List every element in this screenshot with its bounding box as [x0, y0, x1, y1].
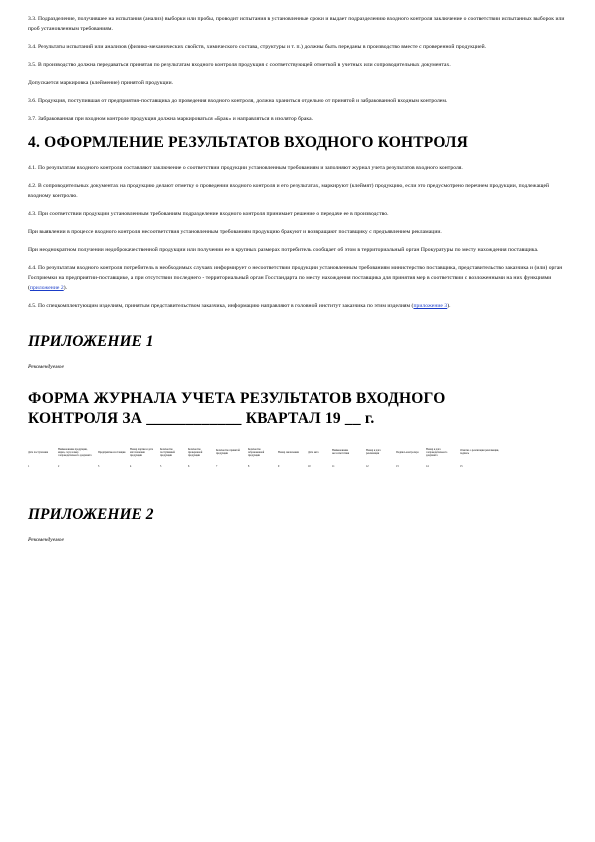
- journal-form-title-line2: КОНТРОЛЯ ЗА ____________ КВАРТАЛ 19 __ г.: [28, 410, 375, 427]
- journal-column-number: 2: [58, 465, 60, 468]
- journal-column-number: 1: [28, 465, 30, 468]
- journal-column-number: 3: [98, 465, 100, 468]
- journal-column-number: 5: [160, 465, 162, 468]
- journal-column-number: 6: [188, 465, 190, 468]
- paragraph-4-2: 4.2. В сопроводительных документах на продукцию делают отметку о проведении входного контроля и его результатах, маркируют (клеймят) продукцию, если это предусмотрено перечнем продукции, подлежащей входному контролю.: [28, 183, 550, 199]
- appendix-2-link[interactable]: приложение 2: [29, 285, 64, 291]
- journal-column-number: 10: [308, 465, 311, 468]
- appendix-3-link[interactable]: приложение 3: [413, 303, 448, 309]
- section-4-heading: 4. ОФОРМЛЕНИЕ РЕЗУЛЬТАТОВ ВХОДНОГО КОНТРОЛЯ: [28, 134, 469, 151]
- journal-column-12: [366, 441, 392, 468]
- journal-column-header: Номер партии и дата изготовления продукции: [130, 447, 153, 457]
- paragraph-4-4-text: 4.4. По результатам входного контроля потребитель в необходимых случаях информирует о несоответствии продукции установленным требованиям министерство поставщика, представительство заказчика и (или) орган Госприемки на предприятии-поставщике, а при отсутствии последнего - территориальный орган Госстандарта по месту нахождения поставщика для принятия мер в соответствии с возложенными на них функциями (: [28, 265, 563, 291]
- journal-column-number: 8: [248, 465, 250, 468]
- paragraph-3-6: 3.6. Продукция, поступившая от предприятия-поставщика до проведения входного контроля, должна храниться отдельно от принятой и забракованной входным контролем.: [28, 98, 448, 104]
- paragraph-4-3: 4.3. При соответствии продукции установленным требованиям подразделение входного контроля принимает решение о передаче ее в производство.: [28, 211, 389, 217]
- paragraph-4-4: [28, 263, 566, 293]
- appendix-2-note: Рекомендуемое: [28, 537, 64, 543]
- journal-column-15: [460, 441, 500, 468]
- journal-column-1: [28, 441, 54, 468]
- journal-column-header: Количество проверенной продукции: [188, 447, 203, 457]
- journal-column-number: 12: [366, 465, 369, 468]
- paragraph-4-5-text: 4.5. По спецкомплектующим изделиям, принятым представительством заказчика, информацию направляют в головной институт заказчика по этим изделиям (: [28, 303, 414, 309]
- appendix-1-note: Рекомендуемое: [28, 364, 64, 370]
- paragraph-4-3-prosecutor: При неоднократном получении недоброкачественной продукции или получении ее в крупных размерах потребитель сообщает об этом в территориальный орган Прокуратуры по месту нахождения поставщика.: [28, 247, 539, 253]
- journal-column-9: [278, 441, 304, 468]
- journal-column-header: Отметка о реализации рекламации, подпись: [460, 449, 499, 455]
- journal-column-8: [248, 441, 274, 468]
- paragraph-3-4: 3.4. Результаты испытаний или анализов (физико-механических свойств, химического состава, структуры и т. п.) должны быть переданы в производство вместе с проверенной продукцией.: [28, 44, 487, 50]
- journal-form-title: [28, 389, 566, 429]
- journal-column-header: Количество принятой продукции: [216, 449, 240, 455]
- journal-column-6: [188, 441, 212, 468]
- journal-column-header: Номер и дата сопроводительного документа: [426, 447, 448, 457]
- journal-column-header: Количество забракованной продукции: [248, 447, 265, 457]
- journal-column-header: Дата поступления: [28, 450, 48, 454]
- appendix-1-heading: ПРИЛОЖЕНИЕ 1: [28, 333, 154, 350]
- journal-form-title-line1: ФОРМА ЖУРНАЛА УЧЕТА РЕЗУЛЬТАТОВ ВХОДНОГО: [28, 390, 446, 407]
- paragraph-4-5-end: ).: [447, 303, 451, 309]
- journal-column-number: 7: [216, 465, 218, 468]
- paragraph-4-1: 4.1. По результатам входного контроля составляют заключение о соответствии продукции установленным требованиям и заполняют журнал учета результатов входного контроля.: [28, 165, 463, 171]
- journal-column-header: Подпись контролера: [396, 450, 419, 454]
- paragraph-3-5-note: Допускается маркировка (клеймение) принятой продукции.: [28, 80, 174, 86]
- journal-column-number: 4: [130, 465, 132, 468]
- journal-column-13: [396, 441, 422, 468]
- paragraph-4-5: [28, 301, 566, 311]
- journal-column-number: 11: [332, 465, 335, 468]
- journal-column-header: Предприятие-поставщик: [98, 450, 126, 454]
- journal-column-header: Количество поступившей продукции: [160, 447, 175, 457]
- journal-column-11: [332, 441, 362, 468]
- journal-column-header: Дата акта: [308, 450, 319, 454]
- journal-column-7: [216, 441, 244, 468]
- journal-column-header: Номер заключения: [278, 450, 299, 454]
- journal-column-4: [130, 441, 156, 468]
- journal-column-2: [58, 441, 94, 468]
- paragraph-3-5: 3.5. В производство должна передаваться принятая по результатам входного контроля продукция с соответствующей отметкой в учетных или сопроводительных документах.: [28, 62, 451, 68]
- paragraph-3-7: 3.7. Забракованная при входном контроле продукция должна маркироваться «Брак» и направляться в изолятор брака.: [28, 116, 314, 122]
- journal-column-number: 9: [278, 465, 280, 468]
- journal-table: [28, 441, 566, 468]
- journal-column-number: 14: [426, 465, 429, 468]
- paragraph-3-3: 3.3. Подразделение, получившее на испытания (анализ) выборки или пробы, проводит испытания в установленные сроки и выдает подразделению входного контроля заключение о соответствии испытанных выборок или проб установленным требованиям.: [28, 16, 565, 32]
- appendix-2-heading: ПРИЛОЖЕНИЕ 2: [28, 506, 154, 523]
- journal-column-header: Наименование несоответствия: [332, 449, 350, 455]
- journal-column-header: Номер и дата рекламации: [366, 449, 381, 455]
- journal-column-5: [160, 441, 184, 468]
- paragraph-4-4-end: ).: [63, 285, 68, 291]
- journal-column-3: [98, 441, 126, 468]
- journal-column-10: [308, 441, 328, 468]
- journal-column-number: 15: [460, 465, 463, 468]
- journal-column-number: 13: [396, 465, 399, 468]
- document-page: [28, 14, 566, 544]
- journal-column-header: Наименование продукции, марка, сорт, номер сопроводительного документа: [58, 447, 92, 457]
- paragraph-4-3-reject: При выявлении в процессе входного контроля несоответствия установленным требованиям продукцию бракуют и возвращают поставщику с предъявлением рекламации.: [28, 229, 442, 235]
- journal-column-14: [426, 441, 456, 468]
